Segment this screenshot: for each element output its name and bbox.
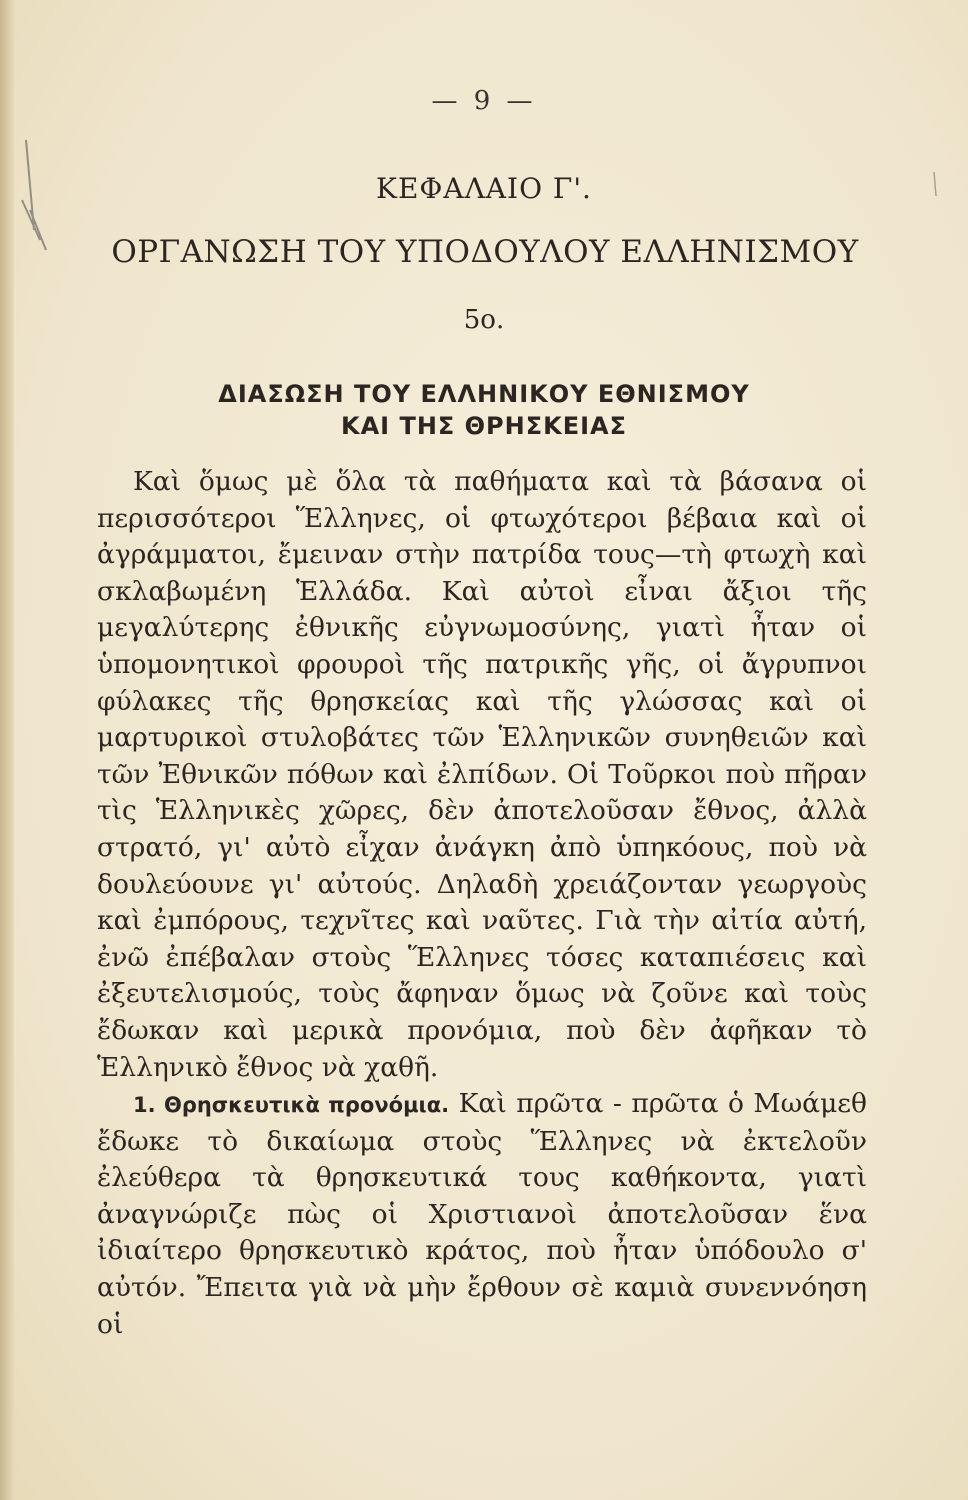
paragraph-2 [97, 1086, 867, 1343]
paragraph-2-lead: 1. Θρησκευτικὰ προνόμια. [133, 1093, 450, 1118]
section-number: 5ο. [463, 305, 505, 335]
section-subtitle-line2: ΚΑΙ ΤΗΣ ΘΡΗΣΚΕΙΑΣ [340, 412, 628, 440]
body-text [97, 464, 867, 1343]
section-subtitle-line1: ΔΙΑΣΩΣΗ ΤΟΥ ΕΛΛΗΝΙΚΟΥ ΕΘΝΙΣΜΟΥ [218, 380, 750, 408]
page-binding-edge [0, 0, 14, 1500]
chapter-title: ΟΡΓΑΝΩΣΗ ΤΟΥ ΥΠΟΔΟΥΛΟΥ ΕΛΛΗΝΙΣΜΟΥ [111, 234, 859, 270]
paragraph-2-text: Καὶ πρῶτα - πρῶτα ὁ Μωάμεθ ἔδωκε τὸ δικαίωμα στοὺς Ἕλληνες νὰ ἐκτελοῦν ἐλεύθερα τὰ θρησκευτικά τους καθήκοντα, γιατὶ ἀναγνώριζε πὼς οἱ Χριστιανοὶ ἀποτελοῦσαν ἕνα ἰδιαίτερο θρησκευτικὸ κράτος, ποὺ ἦταν ὑπόδουλο σ' αὐτόν. Ἔπειτα γιὰ νὰ μὴν ἔρθουν σὲ καμιὰ συνεννόηση οἱ [97, 1088, 867, 1340]
page-number: — 9 — [431, 86, 537, 116]
paragraph-1: Καὶ ὅμως μὲ ὅλα τὰ παθήματα καὶ τὰ βάσανα οἱ περισσότεροι Ἕλληνες, οἱ φτωχότεροι βέβαια καὶ οἱ ἀγράμματοι, ἔμειναν στὴν πατρίδα τους—τὴ φτωχὴ καὶ σκλαβωμένη Ἑλλάδα. Καὶ αὐτοὶ εἶναι ἄξιοι τῆς μεγαλύτερης ἐθνικῆς εὐγνωμοσύνης, γιατὶ ἦταν οἱ ὑπομονητικοὶ φρουροὶ τῆς πατρικῆς γῆς, οἱ ἄγρυπνοι φύλακες τῆς θρησκείας καὶ τῆς γλώσσας καὶ οἱ μαρτυρικοὶ στυλοβάτες τῶν Ἑλληνικῶν συνηθειῶν καὶ τῶν Ἐθνικῶν πόθων καὶ ἐλπίδων. Οἱ Τοῦρκοι ποὺ πῆραν τὶς Ἑλληνικὲς χῶρες, δὲν ἀποτελοῦσαν ἔθνος, ἀλλὰ στρατό, γι' αὐτὸ εἶχαν ἀνάγκη ἀπὸ ὑπηκόους, ποὺ νὰ δουλεύουνε γι' αὐτούς. Δηλαδὴ χρειάζονταν γεωργοὺς καὶ ἐμπόρους, τεχνῖτες καὶ ναῦτες. Γιὰ τὴν αἰτία αὐτή, ἐνῶ ἐπέβαλαν στοὺς Ἕλληνες τόσες καταπιέσεις καὶ ἐξευτελισμούς, τοὺς ἄφηναν ὅμως νὰ ζοῦνε καὶ τοὺς ἔδωκαν καὶ μερικὰ προνόμια, ποὺ δὲν ἀφῆκαν τὸ Ἑλληνικὸ ἔθνος νὰ χαθῆ. [97, 466, 867, 1083]
chapter-heading: ΚΕΦΑΛΑΙΟ Γ'. [376, 172, 592, 205]
